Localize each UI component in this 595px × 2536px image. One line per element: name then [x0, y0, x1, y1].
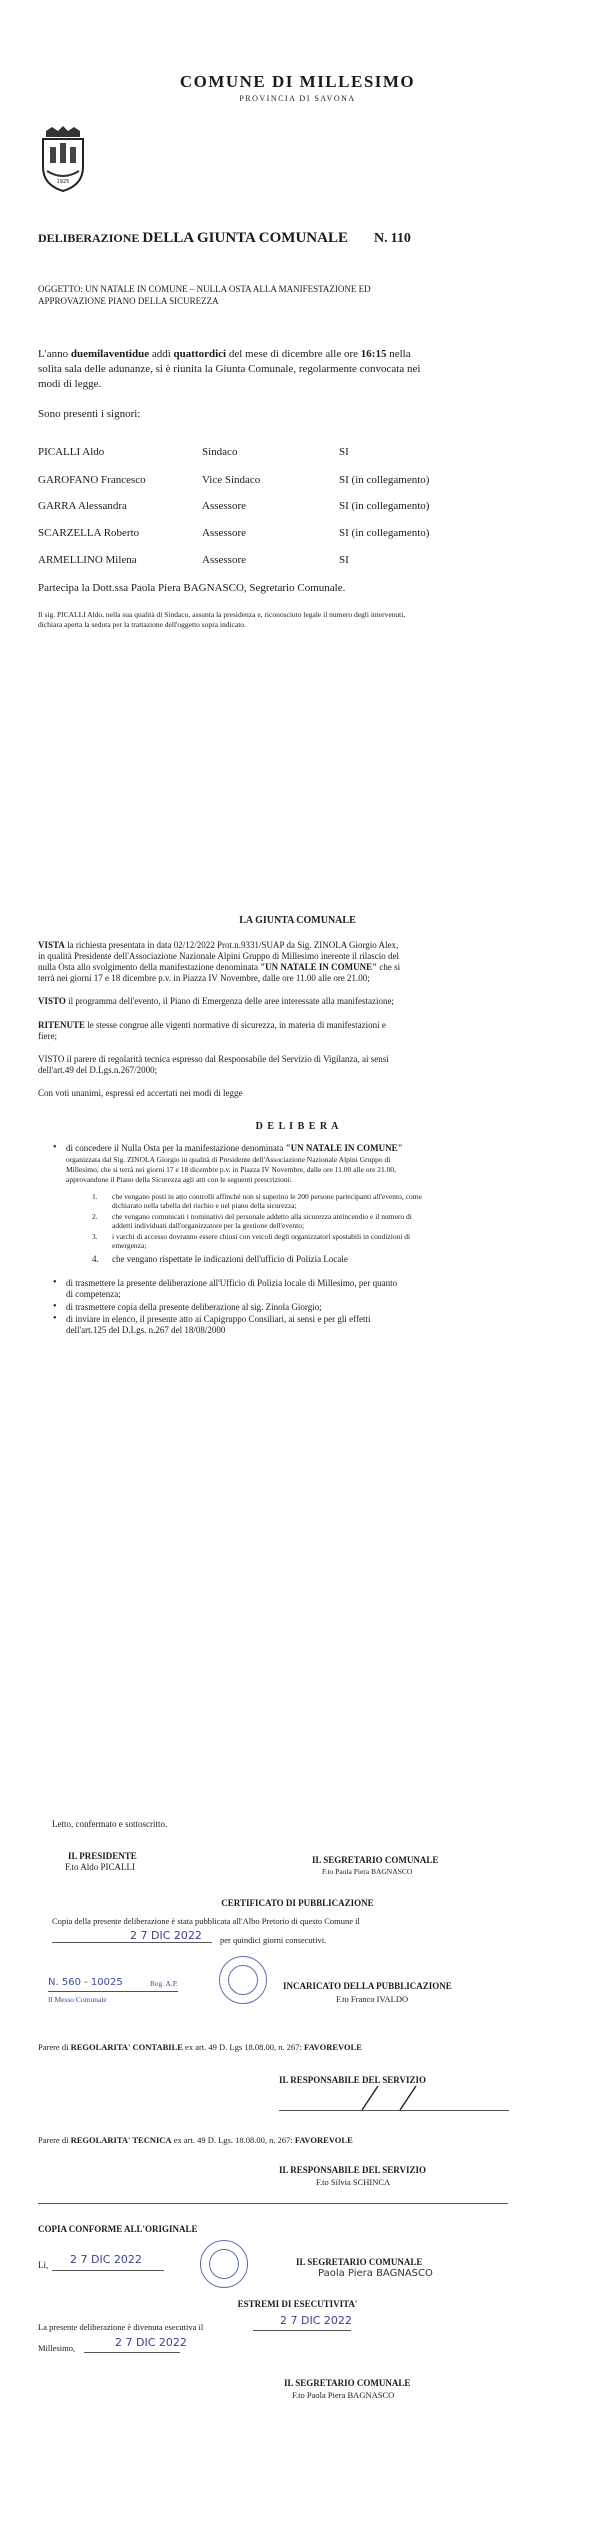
secretary-title: IL SEGRETARIO COMUNALE [296, 2257, 423, 2267]
service-head-name: F.to Silvia SCHINCA [316, 2177, 391, 2187]
condition-number: 1. [92, 1192, 98, 1201]
publication-officer-name: F.to Franco IVALDO [336, 1994, 409, 2004]
deliberation-prefix: DELIBERAZIONE [38, 231, 140, 245]
vista-label: VISTA [38, 940, 65, 950]
secretary-name: F.to Paola Piera BAGNASCO [292, 2390, 395, 2400]
visto-label: VISTO [38, 996, 66, 1006]
place-label: Millesimo, [38, 2343, 76, 2353]
opinion-text: Parere di [38, 2135, 71, 2145]
separator-line [38, 2203, 508, 2204]
opinion-outcome: FAVOREVOLE [304, 2042, 362, 2052]
member-name: GARRA Alessandra [38, 500, 127, 512]
enforceability-line: La presente deliberazione è divenuta esecutiva il [38, 2322, 204, 2332]
opinion-text: Parere di [38, 2042, 71, 2052]
member-name: SCARZELLA Roberto [38, 527, 140, 539]
intro-time: 16:15 [360, 348, 387, 360]
presidency-note-line-1: Il sig. PICALLI Aldo, nella sua qualità di Sindaco, assunta la presidenza e, riconosciuto legale il numero degli intervenuti, [38, 610, 406, 619]
vista-line-3 [38, 962, 400, 972]
delibera-item-4-line-2: dell'art.125 del D.Lgs. n.267 del 18/08/2000 [66, 1325, 226, 1335]
bullet-icon: • [53, 1301, 57, 1312]
delibera-text: di concedere il Nulla Osta per la manifestazione denominata [66, 1143, 286, 1153]
visto-text: il programma dell'evento, il Piano di Emergenza delle aree interessate alla manifestazione; [65, 996, 394, 1006]
intro-year: duemilaventidue [70, 348, 150, 360]
intro-text: del mese di dicembre alle ore [226, 348, 361, 360]
delibera-item-2-line-1: di trasmettere la presente deliberazione all'Ufficio di Polizia locale di Millesimo, per quanto [66, 1278, 398, 1288]
vista-text: che si [377, 962, 401, 972]
province-name: PROVINCIA DI SAVONA [239, 94, 356, 103]
register-line [48, 1991, 178, 1992]
publication-line-2: per quindici giorni consecutivi. [220, 1935, 327, 1945]
municipal-seal-stamp [219, 1956, 267, 2004]
intro-line-1 [38, 348, 411, 360]
condition-line: che vengano comunicati i nominativi del personale addetto alla sicurezza antincendio e il numero di [112, 1212, 412, 1221]
delibera-item-2-line-2: di competenza; [66, 1289, 121, 1299]
date-line [52, 1942, 212, 1943]
event-name: "UN NATALE IN COMUNE" [285, 1143, 403, 1153]
member-presence: SI (in collegamento) [339, 500, 430, 512]
secretary-signature: Paola Piera BAGNASCO [318, 2268, 433, 2279]
intro-line-3: modi di legge. [38, 378, 102, 390]
opinion-type: REGOLARITA' TECNICA [70, 2135, 172, 2145]
technical-opinion [38, 2135, 353, 2145]
secretary-title: IL SEGRETARIO COMUNALE [284, 2378, 411, 2388]
visto-parere-line-1: VISTO il parere di regolarità tecnica espresso dal Responsabile del Servizio di Vigilanza, ai sensi [38, 1054, 389, 1064]
condition-line: che vengano posti in atto controlli affinché non si superino le 200 persone partecipanti all'evento, come [112, 1192, 422, 1201]
intro-text: addì [149, 348, 174, 360]
opinion-text: ex art. 49 D. Lgs 18.08.00, n. 267: [182, 2042, 305, 2052]
member-role: Assessore [202, 500, 246, 512]
member-role: Vice Sindaco [202, 474, 261, 486]
municipality-name: COMUNE DI MILLESIMO [179, 72, 416, 91]
visto-parere-line-2: dell'art.49 del D.Lgs.n.267/2000; [38, 1065, 158, 1075]
member-name: GAROFANO Francesco [38, 474, 146, 486]
vista-line-1 [38, 940, 398, 950]
ritenute-label: RITENUTE [38, 1020, 86, 1030]
unanimous-vote: Con voti unanimi, espressi ed accertati nei modi di legge [38, 1088, 243, 1098]
member-role: Assessore [202, 527, 246, 539]
svg-text:1925: 1925 [56, 179, 70, 185]
secretary-title: IL SEGRETARIO COMUNALE [312, 1855, 439, 1865]
condition-line: che vengano rispettate le indicazioni dell'ufficio di Polizia Locale [112, 1254, 348, 1264]
condition-line: dichiarato nella tabella del rischio e nel piano della sicurezza; [112, 1201, 297, 1210]
subject-line-1: OGGETTO: UN NATALE IN COMUNE – NULLA OSTA ALLA MANIFESTAZIONE ED [38, 284, 371, 294]
condition-line: emergenza; [112, 1241, 147, 1250]
intro-line-2: solita sala delle adunanze, si è riunita la Giunta Comunale, regolarmente convocata nei [38, 363, 421, 375]
coat-of-arms-logo [38, 125, 88, 193]
enforceability-date: 2 7 DIC 2022 [280, 2314, 352, 2327]
condition-line: i varchi di accesso dovranno essere chiusi con veicoli degli organizzatori spostabili in condizioni di [112, 1232, 411, 1241]
publication-officer-title: INCARICATO DELLA PUBBLICAZIONE [283, 1981, 452, 1991]
member-role: Assessore [202, 554, 246, 566]
vista-line-4: terrà nei giorni 17 e 18 dicembre p.v. in Piazza IV Novembre, dalle ore 11.00 alle ore 21.00; [38, 973, 370, 983]
condition-line: addetti individuati dall'organizzatore per la gestione dell'evento; [112, 1221, 305, 1230]
member-presence: SI (in collegamento) [339, 527, 430, 539]
intro-text: nella [386, 348, 411, 360]
deliberation-number: 110 [390, 231, 411, 246]
member-presence: SI (in collegamento) [339, 474, 430, 486]
secretary-attendance: Partecipa la Dott.ssa Paola Piera BAGNASCO, Segretario Comunale. [38, 582, 346, 594]
president-title: IL PRESIDENTE [68, 1851, 137, 1861]
member-presence: SI [339, 554, 349, 566]
delibera-item-1-line-2: organizzata dal Sig. ZINOLA Giorgio in qualità di Presidente dell'Associazione Nazionale Alpini Gruppo di [66, 1155, 391, 1164]
enforceability-heading: ESTREMI DI ESECUTIVITA' [237, 2299, 358, 2309]
delibera-item-3: di trasmettere copia della presente deliberazione al sig. Zinola Giorgio; [66, 1302, 322, 1312]
condition-number: 3. [92, 1232, 98, 1241]
opinion-outcome: FAVOREVOLE [294, 2135, 353, 2145]
member-name: PICALLI Aldo [38, 446, 105, 458]
date-line [84, 2352, 180, 2353]
president-name: F.to Aldo PICALLI [65, 1862, 136, 1872]
present-intro: Sono presenti i signori: [38, 408, 141, 420]
certified-copy-heading: COPIA CONFORME ALL'ORIGINALE [38, 2224, 198, 2234]
albo-label: Il Messo Comunale [48, 1995, 107, 2004]
delibera-item-4-line-1: di inviare in elenco, il presente atto ai Capigruppo Consiliari, ai sensi e per gli effetti [66, 1314, 371, 1324]
municipal-seal-stamp [200, 2240, 248, 2288]
publication-date: 2 7 DIC 2022 [130, 1929, 202, 1942]
presidency-note-line-2: dichiara aperta la seduta per la trattazione dell'oggetto sopra indicato. [38, 620, 246, 629]
bullet-icon: • [53, 1142, 57, 1153]
vista-text: nulla Osta allo svolgimento della manifestazione denominata [38, 962, 261, 972]
intro-text: L'anno [38, 348, 71, 360]
ritenute-line-2: fiere; [38, 1031, 57, 1041]
event-name: "UN NATALE IN COMUNE" [260, 962, 378, 972]
opinion-text: ex art. 49 D. Lgs. 18.08.00, n. 267: [171, 2135, 295, 2145]
member-presence: SI [339, 446, 349, 458]
member-name: ARMELLINO Milena [38, 554, 137, 566]
accounting-opinion [38, 2042, 362, 2052]
visto-program [38, 996, 394, 1006]
register-number: N. 560 - 10025 [48, 1977, 123, 1988]
bullet-icon: • [53, 1313, 57, 1324]
subject-line-2: APPROVAZIONE PIANO DELLA SICUREZZA [38, 296, 219, 306]
deliberation-main: DELLA GIUNTA COMUNALE [142, 230, 348, 246]
secretary-name: F.to Paola Piera BAGNASCO [322, 1867, 413, 1876]
signature-strokes [360, 2082, 430, 2112]
date-line [253, 2330, 351, 2331]
publication-line-1: Copia della presente deliberazione è stata pubblicata all'Albo Pretorio di questo Comune il [52, 1916, 360, 1926]
deliberation-number-label: N. [373, 231, 388, 246]
condition-number: 4. [92, 1254, 99, 1264]
publication-certificate-heading: CERTIFICATO DI PUBBLICAZIONE [221, 1898, 374, 1908]
intro-day: quattordici [173, 348, 227, 360]
bullet-icon: • [53, 1277, 57, 1288]
copy-date: 2 7 DIC 2022 [70, 2253, 142, 2266]
delibera-item-1-line-3: Millesimo, che si terrà nei giorni 17 e 18 dicembre p.v. in Piazza IV Novembre, dalle ore 11.00 alle ore 21.00, [66, 1165, 397, 1174]
read-confirmed: Letto, confermato e sottoscritto. [52, 1819, 168, 1829]
signature-line [279, 2110, 509, 2111]
condition-number: 2. [92, 1212, 98, 1221]
council-heading: LA GIUNTA COMUNALE [239, 915, 356, 926]
service-head-title: IL RESPONSABILE DEL SERVIZIO [279, 2075, 426, 2085]
place-label: Lì, [38, 2260, 49, 2270]
member-role: Sindaco [202, 446, 238, 458]
delibera-item-1-line-1 [66, 1143, 403, 1153]
ritenute-text: le stesse congrue alle vigenti normative di sicurezza, in materia di manifestazioni e [85, 1020, 386, 1030]
deliberation-title [38, 230, 411, 247]
vista-text: la richiesta presentata in data 02/12/2022 Prot.n.9331/SUAP da Sig. ZINOLA Giorgio Alex, [64, 940, 399, 950]
service-head-title: IL RESPONSABILE DEL SERVIZIO [279, 2165, 426, 2175]
delibera-item-1-line-4: approvandone il Piano della Sicurezza agli atti con le seguenti prescrizioni: [66, 1175, 292, 1184]
register-label: Reg. A.P. [150, 1979, 178, 1988]
delibera-heading: D E L I B E R A [255, 1121, 340, 1132]
date-line [52, 2270, 164, 2271]
vista-line-2: in qualità Presidente dell'Associazione Nazionale Alpini Gruppo di Millesimo inerente il rilascio del [38, 951, 400, 961]
ritenute-line-1 [38, 1020, 386, 1030]
opinion-type: REGOLARITA' CONTABILE [70, 2042, 183, 2052]
millesimo-date: 2 7 DIC 2022 [115, 2336, 187, 2349]
